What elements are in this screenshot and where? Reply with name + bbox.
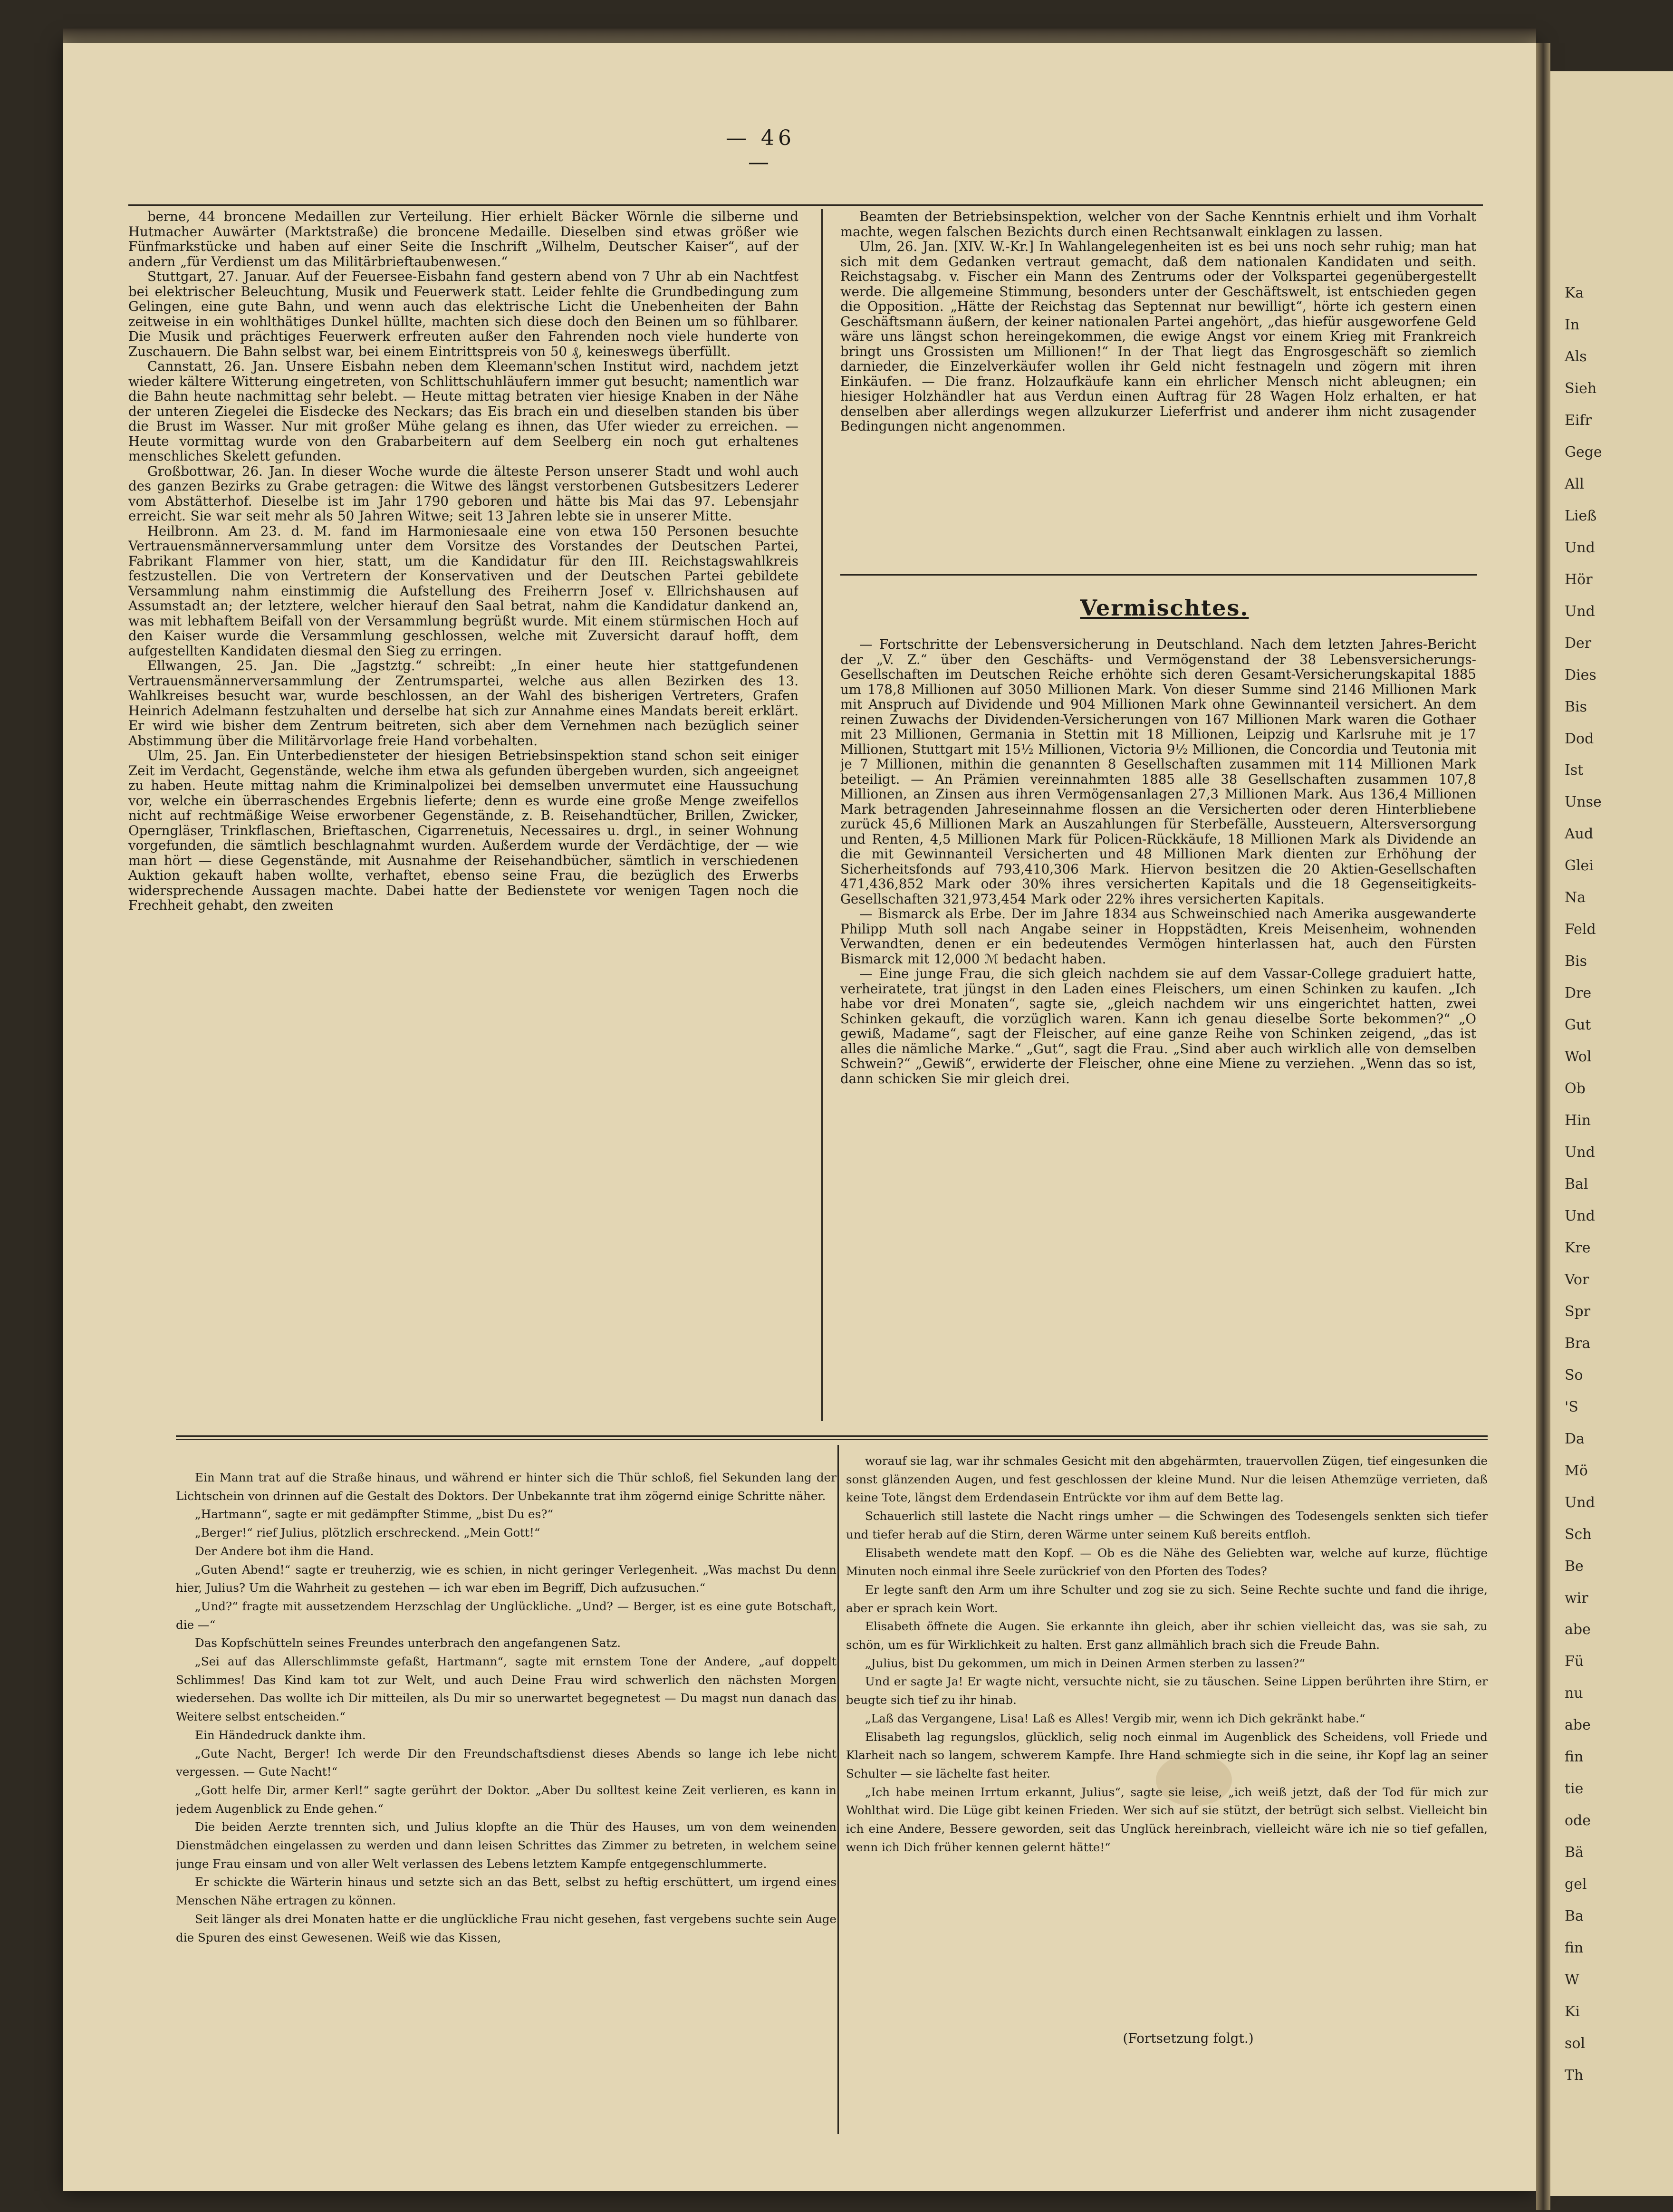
edge-fragment: In	[1565, 317, 1580, 333]
paragraph: Heilbronn. Am 23. d. M. fand im Harmoniesaale eine von etwa 150 Personen besuchte Vertrauensmännerversammlung unter dem Vorsitze des Vorstandes der Deutschen Partei, Fabrikant Flammer von hier, statt, um die Kandidatur für den III. Reichstagswahlkreis festzustellen. Die von Vertretern der Konservativen und der Deutschen Partei gebildete Versammlung nahm einstimmig die Aufstellung des Freiherrn Josef v. Ellrichshausen auf Assumstadt an; der letztere, welcher hierauf den Saal betrat, nahm die Kandidatur dankend an, was mit lebhaftem Beifall von der Versammlung begrüßt wurde. Mit einem stürmischen Hoch auf den Kaiser wurde die Versammlung geschlossen, welche mit Zuversicht darauf hofft, dem aufgestellten Kandidaten diesmal den Sieg zu erringen.	[128, 523, 798, 659]
edge-fragment: W	[1565, 1972, 1579, 1988]
paragraph: „Berger!“ rief Julius, plötzlich erschreckend. „Mein Gott!“	[195, 1526, 540, 1540]
page-number: — 46 —	[726, 126, 795, 174]
edge-fragment: Und	[1565, 1208, 1595, 1224]
edge-fragment: Als	[1565, 348, 1587, 365]
edge-fragment: Und	[1565, 1144, 1595, 1161]
continuation-note: (Fortsetzung folgt.)	[1123, 2030, 1254, 2046]
edge-fragment: Dre	[1565, 985, 1592, 1001]
news-column-left	[128, 209, 798, 1416]
edge-fragment: Ließ	[1565, 508, 1597, 524]
paragraph: „Julius, bist Du gekommen, um mich in Deinen Armen sterben zu lassen?“	[865, 1656, 1305, 1670]
column-divider	[821, 209, 823, 1421]
feuilleton-rule-double	[176, 1439, 1488, 1440]
paragraph: „Gott helfe Dir, armer Kerl!“ sagte gerührt der Doktor. „Aber Du solltest keine Zeit verlieren, es kann in jedem Augenblick zu Ende gehen.“	[176, 1783, 836, 1816]
edge-fragment: Bis	[1565, 953, 1587, 970]
paragraph: Stuttgart, 27. Januar. Auf der Feuersee-Eisbahn fand gestern abend von 7 Uhr ab ein Nachtfest bei elektrischer Beleuchtung, Musik und Feuerwerk statt. Leider fehlte die Grundbedingung zum Gelingen, eine gute Bahn, und wenn auch das elektrische Licht die Unebenheiten der Bahn zeitweise in ein wohlthätiges Dunkel hüllte, machten sich diese doch den Beinen um so fühlbarer. Die Musik und prächtiges Feuerwerk erfreuten außer den Fahrenden noch viele hunderte von Zuschauern. Die Bahn selbst war, bei einem Eintrittspreis von 50 ₰, keineswegs überfüllt.	[128, 269, 798, 359]
paragraph: Der Andere bot ihm die Hand.	[195, 1544, 374, 1558]
edge-fragment: Kre	[1565, 1240, 1591, 1256]
paragraph: Ein Mann trat auf die Straße hinaus, und während er hinter sich die Thür schloß, fiel Sekunden lang der Lichtschein von drinnen auf die Gestalt des Doktors. Der Unbekannte trat ihm zögernd einige Schritte näher.	[176, 1471, 836, 1503]
edge-fragment: wir	[1565, 1590, 1588, 1606]
edge-fragment: Und	[1565, 1494, 1595, 1511]
paragraph: Ulm, 26. Jan. [XIV. W.-Kr.] In Wahlangelegenheiten ist es bei uns noch sehr ruhig; man hat sich mit dem Gedanken vertraut gemacht, daß dem nationalen Kandidaten und seith. Reichstagsabg. v. Fischer ein Mann des Zentrums oder der Volkspartei gegenübergestellt werde. Die allgemeine Stimmung, besonders unter der Geschäftswelt, ist entschieden gegen die Opposition. „Hätte der Reichstag das Septennat nur bewilligt“, hörte ich gestern einen Geschäftsmann äußern, der keiner nationalen Partei angehört, „das hiefür ausgeworfene Geld wäre uns längst schon hereingekommen, die ewige Angst vor einem Krieg mit Frankreich bringt uns Grossisten um Millionen!“ In der That liegt das Engrosgeschäft so ziemlich darnieder, die Einzelverkäufer wollen ihr Geld nicht festnageln und zögern mit ihren Einkäufen. — Die franz. Holzaufkäufe kann ein ehrlicher Mensch nicht ableugnen; ein hiesiger Holzhändler hat aus Verdun einen Auftrag für 28 Wagen Holz erhalten, er hat denselben aber allerdings wegen allzukurzer Lieferfrist und anderer ihm nicht zusagender Bedingungen nicht angenommen.	[840, 239, 1476, 434]
edge-fragment: Ba	[1565, 1908, 1584, 1924]
edge-fragment: fin	[1565, 1749, 1584, 1765]
edge-fragment: Aud	[1565, 826, 1594, 842]
edge-fragment: Hin	[1565, 1112, 1591, 1129]
edge-fragment: Ka	[1565, 285, 1584, 301]
edge-fragment: Be	[1565, 1558, 1584, 1575]
paragraph: Er schickte die Wärterin hinaus und setzte sich an das Bett, selbst zu heftig erschüttert, um irgend eines Menschen Nähe ertragen zu können.	[176, 1875, 836, 1908]
edge-fragment: Der	[1565, 635, 1592, 652]
edge-fragment: Mö	[1565, 1462, 1588, 1479]
paragraph: „Laß das Vergangene, Lisa! Laß es Alles! Vergib mir, wenn ich Dich gekränkt habe.“	[865, 1711, 1365, 1725]
paragraph: Seit länger als drei Monaten hatte er die unglückliche Frau nicht gesehen, fast vergebens suchte sein Auge die Spuren des einst Gewesenen. Weiß wie das Kissen,	[176, 1912, 836, 1944]
edge-fragment: Gut	[1565, 1017, 1591, 1033]
book-gutter	[1536, 43, 1550, 2210]
paragraph: Elisabeth öffnete die Augen. Sie erkannte ihn gleich, aber ihr schien vielleicht das, was sie sah, zu schön, um es für Wirklichkeit zu halten. Erst ganz allmählich brach sich die Freude Bahn.	[846, 1619, 1488, 1652]
edge-fragment: Feld	[1565, 921, 1596, 938]
paragraph: „Und?“ fragte mit aussetzendem Herzschlag der Unglückliche. „Und? — Berger, ist es eine gute Botschaft, die —“	[176, 1599, 836, 1632]
edge-fragment: tie	[1565, 1780, 1584, 1797]
edge-fragment: Bra	[1565, 1335, 1591, 1352]
news-column-right-top	[840, 209, 1476, 570]
edge-fragment: Eifr	[1565, 412, 1592, 429]
edge-fragment: 'S	[1565, 1399, 1578, 1415]
paragraph: Schauerlich still lastete die Nacht rings umher — die Schwingen des Todesengels senkten sich tiefer und tiefer herab auf die Stirn, deren Wärme unter seinem Kuß bereits entfloh.	[846, 1509, 1488, 1541]
paragraph: Beamten der Betriebsinspektion, welcher von der Sache Kenntnis erhielt und ihm Vorhalt machte, wegen falschen Bezichts durch einen Rechtsanwalt einklagen zu lassen.	[840, 209, 1476, 240]
edge-fragment: Na	[1565, 889, 1586, 906]
paragraph: Ellwangen, 25. Jan. Die „Jagstztg.“ schreibt: „In einer heute hier stattgefundenen Vertrauensmännerversammlung der Zentrumspartei, welche aus allen Bezirken des 13. Wahlkreises besucht war, wurde beschlossen, an der Wahl des bisherigen Vertreters, Grafen Heinrich Adelmann festzuhalten und derselbe hat sich zur Annahme eines Mandats bereit erklärt. Er wird wie bisher dem Zentrum beitreten, sich aber dem Vernehmen nach bezüglich seiner Abstimmung über die Militärvorlage freie Hand vorbehalten.	[128, 658, 798, 749]
paragraph: Elisabeth wendete matt den Kopf. — Ob es die Nähe des Geliebten war, welche auf kurze, flüchtige Minuten noch einmal ihre Seele zurückrief von den Pforten des Todes?	[846, 1546, 1488, 1578]
paragraph: Das Kopfschütteln seines Freundes unterbrach den angefangenen Satz.	[195, 1636, 621, 1650]
paragraph: „Gute Nacht, Berger! Ich werde Dir den Freundschaftsdienst dieses Abends so lange ich lebe nicht vergessen. — Gute Nacht!“	[176, 1746, 836, 1779]
edge-fragment: Sieh	[1565, 380, 1597, 397]
paragraph: Ulm, 25. Jan. Ein Unterbediensteter der hiesigen Betriebsinspektion stand schon seit einiger Zeit im Verdacht, Gegenstände, welche ihm etwa als gefunden übergeben wurden, sich angeeignet zu haben. Heute mittag nahm die Kriminalpolizei bei demselben unvermutet eine Haussuchung vor, welche ein überraschendes Ergebnis lieferte; denn es wurde eine große Menge zweifellos nicht auf rechtmäßige Weise erworbener Gegenstände, z. B. Reisehandtücher, Brillen, Zwicker, Operngläser, Trinkflaschen, Brieftaschen, Cigarrenetuis, Necessaires u. drgl., in seiner Wohnung vorgefunden, die sämtlich beschlagnahmt wurden. Außerdem wurde der Verdächtige, der — wie man hört — diese Gegenstände, mit Ausnahme der Reisehandbücher, sämtlich in verschiedenen Auktion gekauft haben wollte, verhaftet, ebenso seine Frau, die bezüglich des Erwerbs widersprechende Aussagen machte. Dabei hatte der Bedienstete vor wenigen Tagen noch die Frechheit gehabt, den zweiten	[128, 748, 798, 913]
paragraph: berne, 44 broncene Medaillen zur Verteilung. Hier erhielt Bäcker Wörnle die silberne und Hutmacher Auwärter (Marktstraße) die broncene Medaille. Dieselben sind etwas größer wie Fünfmarkstücke und haben auf einer Seite die Inschrift „Wilhelm, Deutscher Kaiser“, auf der andern „für Verdienst um das Militärbrieftaubenwesen.“	[128, 209, 798, 269]
vermischtes-column	[840, 637, 1476, 1421]
edge-fragment: Vor	[1565, 1271, 1589, 1288]
edge-fragment: Unse	[1565, 794, 1602, 810]
edge-fragment: Gege	[1565, 444, 1602, 461]
edge-fragment: Bis	[1565, 699, 1587, 715]
edge-fragment: Ki	[1565, 2003, 1580, 2020]
edge-fragment: gel	[1565, 1876, 1587, 1893]
edge-fragment: Spr	[1565, 1303, 1591, 1320]
feuilleton-left-column	[176, 1469, 836, 2134]
edge-fragment: sol	[1565, 2035, 1586, 2052]
edge-fragment: So	[1565, 1367, 1583, 1384]
edge-fragment: Da	[1565, 1431, 1585, 1447]
feuilleton-rule	[176, 1435, 1488, 1437]
feuilleton-divider	[837, 1445, 839, 2134]
feuilleton-right-column	[846, 1452, 1488, 2070]
paragraph: Elisabeth lag regungslos, glücklich, selig noch einmal im Augenblick des Scheidens, voll Friede und Klarheit nach so langem, schwerem Kampfe. Ihre Hand schmiegte sich in die seine, ihr Kopf lag an seiner Schulter — sie lächelte fast heiter.	[846, 1730, 1488, 1780]
edge-fragment: Ob	[1565, 1080, 1586, 1097]
edge-fragment: Und	[1565, 539, 1595, 556]
edge-fragment: Glei	[1565, 857, 1594, 874]
edge-fragment: Th	[1565, 2067, 1584, 2084]
paragraph: „Sei auf das Allerschlimmste gefaßt, Hartmann“, sagte mit ernstem Tone der Andere, „auf doppelt Schlimmes! Das Kind kam tot zur Welt, und auch Deine Frau wird schwerlich den nächsten Morgen wiedersehen. Das wollte ich Dir mitteilen, als Du mir so unerwartet begegnetest — Du magst nun danach das Weitere selbst entscheiden.“	[176, 1654, 836, 1724]
edge-fragment: Wol	[1565, 1048, 1592, 1065]
edge-fragment: Fü	[1565, 1653, 1584, 1670]
edge-fragment: nu	[1565, 1685, 1583, 1702]
edge-fragment: Bal	[1565, 1176, 1588, 1193]
edge-fragment: abe	[1565, 1717, 1591, 1733]
header-rule	[128, 204, 1483, 206]
paragraph: „Guten Abend!“ sagte er treuherzig, wie es schien, in nicht geringer Verlegenheit. „Was machst Du denn hier, Julius? Um die Wahrheit zu gestehen — ich war eben im Begriff, Dich aufzusuchen.“	[176, 1562, 836, 1595]
paragraph: „Hartmann“, sagte er mit gedämpfter Stimme, „bist Du es?“	[195, 1507, 553, 1521]
edge-fragment: Bä	[1565, 1844, 1584, 1861]
section-heading: Vermischtes.	[1080, 595, 1249, 621]
paragraph: Großbottwar, 26. Jan. In dieser Woche wurde die älteste Person unserer Stadt und wohl auch des ganzen Bezirks zu Grabe getragen: die Witwe des längst verstorbenen Gutsbesitzers Lederer vom Abstätterhof. Dieselbe ist im Jahr 1790 geboren und hätte bis Mai das 97. Lebensjahr erreicht. Sie war seit mehr als 50 Jahren Witwe; seit 13 Jahren lebte sie in unserer Mitte.	[128, 463, 798, 524]
edge-fragment: All	[1565, 476, 1584, 492]
edge-fragment: Sch	[1565, 1526, 1592, 1543]
edge-fragment: Und	[1565, 603, 1595, 620]
paragraph: worauf sie lag, war ihr schmales Gesicht mit den abgehärmten, trauervollen Zügen, tief eingesunken die sonst glänzenden Augen, und fest geschlossen der kleine Mund. Nur die leisen Athemzüge verrieten, daß keine Tote, längst dem Erdendasein Entrückte vor ihm auf dem Bette lag.	[846, 1454, 1488, 1505]
edge-fragment: fin	[1565, 1940, 1584, 1956]
paragraph: Cannstatt, 26. Jan. Unsere Eisbahn neben dem Kleemann'schen Institut wird, nachdem jetzt wieder kältere Witterung eingetreten, von Schlittschuhläufern immer gut besucht; namentlich war die Bahn heute nachmittag sehr belebt. — Heute mittag betraten vier hiesige Knaben in der Nähe der unteren Ziegelei die Eisdecke des Neckars; das Eis brach ein und dieselben standen bis über die Brust im Wasser. Nur mit großer Mühe gelang es ihnen, das Ufer wieder zu erreichen. — Heute vormittag wurde von den Grabarbeitern auf dem Seelberg ein noch gut erhaltenes menschliches Skelett gefunden.	[128, 358, 798, 464]
edge-fragment: Dod	[1565, 731, 1594, 747]
edge-fragment: Ist	[1565, 762, 1584, 779]
edge-fragment: Hör	[1565, 571, 1593, 588]
section-rule	[840, 574, 1477, 576]
paragraph: Ein Händedruck dankte ihm.	[195, 1728, 366, 1742]
paragraph: — Bismarck als Erbe. Der im Jahre 1834 aus Schweinschied nach Amerika ausgewanderte Philipp Muth soll nach Angabe seiner in Hoppstädten, Kreis Meisenheim, wohnenden Verwandten, denen er ein bedeutendes Vermögen hinterlassen hat, auch den Fürsten Bismarck mit 12,000 ℳ bedacht haben.	[840, 906, 1476, 967]
paragraph: Er legte sanft den Arm um ihre Schulter und zog sie zu sich. Seine Rechte suchte und fand die ihrige, aber er sprach kein Wort.	[846, 1582, 1488, 1615]
edge-fragment: abe	[1565, 1621, 1591, 1638]
edge-fragment: Dies	[1565, 667, 1596, 683]
paragraph: — Eine junge Frau, die sich gleich nachdem sie auf dem Vassar-College graduiert hatte, verheiratete, trat jüngst in den Laden eines Fleischers, um einen Schinken zu kaufen. „Ich habe vor drei Monaten“, sagte sie, „gleich nachdem wir uns eingerichtet hatten, zwei Schinken gekauft, die vorzüglich waren. Kann ich genau dieselbe Sorte bekommen?“ „O gewiß, Madame“, sagt der Fleischer, auf eine ganze Reihe von Schinken zeigend, „das ist alles die nämliche Marke.“ „Gut“, sagt die Frau. „Sind aber auch wirklich alle von demselben Schwein?“ „Gewiß“, erwiderte der Fleischer, ohne eine Miene zu verziehen. „Wenn das so ist, dann schicken Sie mir gleich drei.	[840, 966, 1476, 1087]
paragraph: — Fortschritte der Lebensversicherung in Deutschland. Nach dem letzten Jahres-Bericht der „V. Z.“ über den Geschäfts- und Vermögenstand der 38 Lebensversicherungs-Gesellschaften im Deutschen Reiche erhöhte sich deren Gesamt-Versicherungskapital 1885 um 178,8 Millionen auf 3050 Millionen Mark. Von dieser Summe sind 2146 Millionen Mark mit Anspruch auf Dividende und 904 Millionen Mark ohne Gewinnanteil versichert. An dem reinen Zuwachs der Dividenden-Versicherungen von 167 Millionen Mark waren die Gothaer mit 23 Millionen, Germania in Stettin mit 18 Millionen, Leipzig und Karlsruhe mit je 17 Millionen, Stuttgart mit 15½ Millionen, Victoria 9½ Millionen, die Concordia und Teutonia mit je 7 Millionen, mithin die genannten 8 Gesellschaften zusammen mit 114 Millionen Mark beteiligt. — An Prämien vereinnahmten 1885 alle 38 Gesellschaften zusammen 107,8 Millionen, an Zinsen aus ihren Vermögensanlagen 27,3 Millionen Mark. Aus 136,4 Millionen Mark betragenden Jahreseinnahme flossen an die Versicherten oder deren Hinterbliebene zurück 45,6 Millionen Mark an Auszahlungen für Sterbefälle, Aussteuern, Altersversorgung und Renten, 4,5 Millionen Mark für Policen-Rückkäufe, 18 Millionen Mark als Dividende an die mit Gewinnanteil Versicherten und 48 Millionen Mark dienten zur Erhöhung der Sicherheitsfonds auf 793,410,306 Mark. Hiervon besitzen die 20 Aktien-Gesellschaften 471,436,852 Mark oder 30% ihres versicherten Kapitals und die 18 Gegenseitigkeits-Gesellschaften 321,973,454 Mark oder 22% ihres versicherten Kapitals.	[840, 637, 1476, 907]
edge-fragment: ode	[1565, 1812, 1591, 1829]
paragraph: Und er sagte Ja! Er wagte nicht, versuchte nicht, sie zu täuschen. Seine Lippen berührten ihre Stirn, er beugte sich tief zu ihr hinab.	[846, 1674, 1488, 1707]
paragraph: Die beiden Aerzte trennten sich, und Julius klopfte an die Thür des Hauses, um von dem weinenden Dienstmädchen eingelassen zu werden und dann leisen Schrittes das Zimmer zu betreten, in welchem seine junge Frau einsam und von aller Welt verlassen des Lebens letztem Kampfe entgegenschlummerte.	[176, 1820, 836, 1871]
paragraph: „Ich habe meinen Irrtum erkannt, Julius“, sagte sie leise, „ich weiß jetzt, daß der Tod für mich zur Wohlthat wird. Die Lüge gibt keinen Frieden. Wer sich auf sie stützt, der betrügt sich selbst. Vielleicht bin ich eine Andere, Bessere geworden, seit das Unglück hereinbrach, vielleicht wäre ich nie so tief gefallen, wenn ich Dich früher kennen gelernt hätte!“	[846, 1785, 1488, 1854]
